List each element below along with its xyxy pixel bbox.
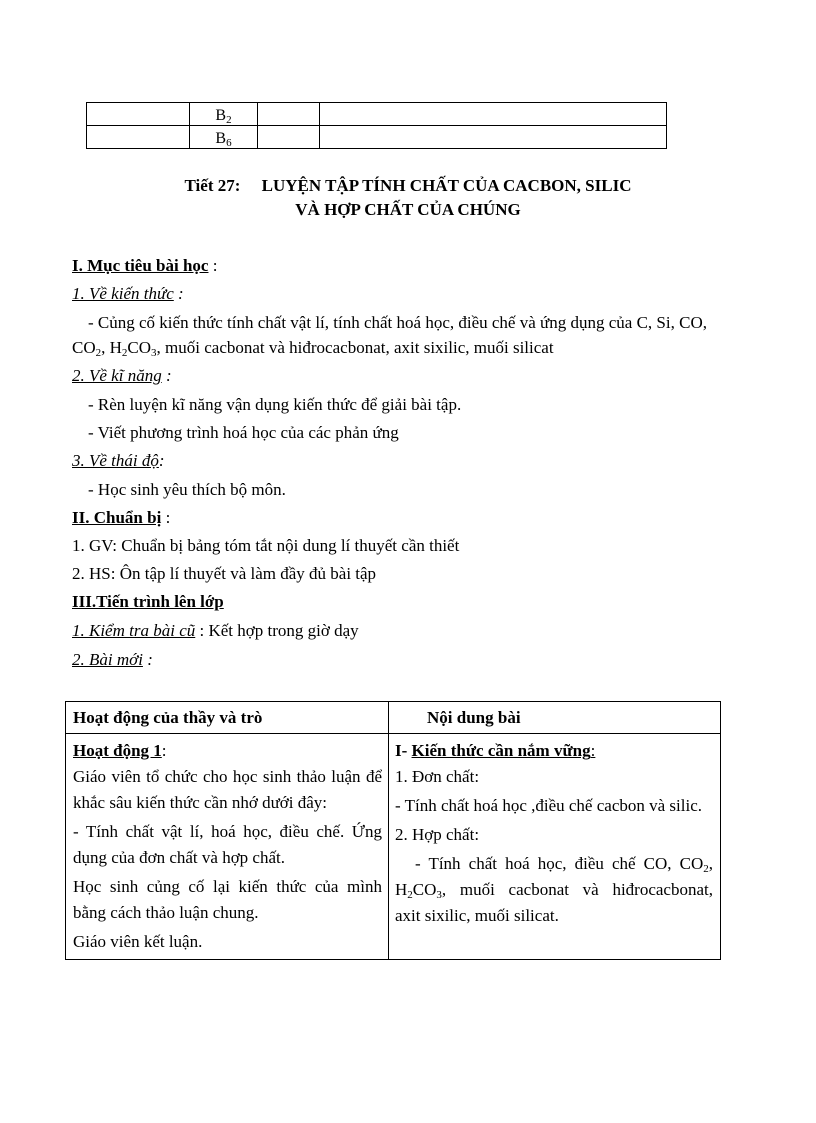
content-item: 2. Hợp chất:: [395, 825, 480, 844]
section-1-sub2: 2. Về kĩ năng :: [72, 366, 172, 385]
content-heading: I- Kiến thức cần nắm vững:: [395, 741, 596, 760]
activity-paragraph: Học sinh củng cố lại kiến thức của mình bằng cách thảo luận chung.: [73, 877, 382, 922]
section-2-heading: II. Chuẩn bị :: [72, 508, 171, 527]
table-cell: [87, 103, 190, 126]
content-item: 1. Đơn chất:: [395, 767, 480, 786]
section-1-sub1-text: - Củng cố kiến thức tính chất vật lí, tính chất hoá học, điều chế và ứng dụng của C, Si, CO,: [88, 313, 707, 332]
content-item: $H_2CO_3$, muối cacbonat và hiđrocacbonat,: [395, 880, 713, 901]
section-1-sub2-item1: - Rèn luyện kĩ năng vận dụng kiến thức để giải bài tập.: [88, 395, 462, 414]
content-item: - Tính chất hoá học, điều chế CO, $CO_2$,: [415, 854, 713, 875]
header-left: Hoạt động của thầy và trò: [66, 702, 389, 734]
table-cell: [258, 126, 320, 149]
table-cell: $B_6$: [190, 126, 258, 149]
section-3-heading: III.Tiến trình lên lớp: [72, 592, 224, 611]
table-cell: [87, 126, 190, 149]
activity-paragraph: Giáo viên kết luận.: [73, 932, 203, 951]
table-cell: [258, 103, 320, 126]
lesson-table: [65, 701, 721, 960]
header-right: Nội dung bài: [389, 702, 721, 734]
table-cell: [320, 103, 667, 126]
lesson-title-line1: Tiết 27: LUYỆN TẬP TÍNH CHẤT CỦA CACBON, SILIC: [184, 176, 632, 195]
section-1-sub3: 3. Về thái độ:: [72, 451, 165, 470]
activity-heading: Hoạt động 1:: [73, 741, 167, 760]
table-cell: $B_2$: [190, 103, 258, 126]
table-row: [87, 126, 667, 149]
table-row: [87, 103, 667, 126]
content-item: axit sixilic, muối silicat.: [395, 906, 559, 925]
table-header-row: [66, 702, 721, 734]
lesson-title-line2: VÀ HỢP CHẤT CỦA CHÚNG: [295, 200, 521, 219]
activity-paragraph: - Tính chất vật lí, hoá học, điều chế. Ứng dụng của đơn chất và hợp chất.: [73, 822, 382, 867]
section-3-sub2: 2. Bài mới :: [72, 650, 153, 669]
top-table: [86, 102, 667, 149]
activity-cell: [66, 734, 389, 960]
section-1-sub1: 1. Về kiến thức :: [72, 284, 184, 303]
section-1-sub1-text-cont: $CO_2$, $H_2CO_3$, muối cacbonat và hiđrocacbonat, axit sixilic, muối silicat: [72, 338, 554, 359]
section-2-item1: 1. GV: Chuẩn bị bảng tóm tắt nội dung lí thuyết cần thiết: [72, 536, 460, 555]
activity-paragraph: Giáo viên tổ chức cho học sinh thảo luận để khắc sâu kiến thức cần nhớ dưới đây:: [73, 767, 382, 812]
table-row: [66, 734, 721, 960]
section-2-item2: 2. HS: Ôn tập lí thuyết và làm đầy đủ bài tập: [72, 564, 377, 583]
section-3-sub1: 1. Kiểm tra bài cũ : Kết hợp trong giờ dạy: [72, 621, 359, 640]
section-1-sub2-item2: - Viết phương trình hoá học của các phản ứng: [88, 423, 399, 442]
table-cell: [320, 126, 667, 149]
section-1-sub3-item1: - Học sinh yêu thích bộ môn.: [88, 480, 286, 499]
section-1-heading: I. Mục tiêu bài học :: [72, 256, 218, 275]
content-cell: [389, 734, 721, 960]
content-item: - Tính chất hoá học ,điều chế cacbon và silic.: [395, 796, 702, 815]
